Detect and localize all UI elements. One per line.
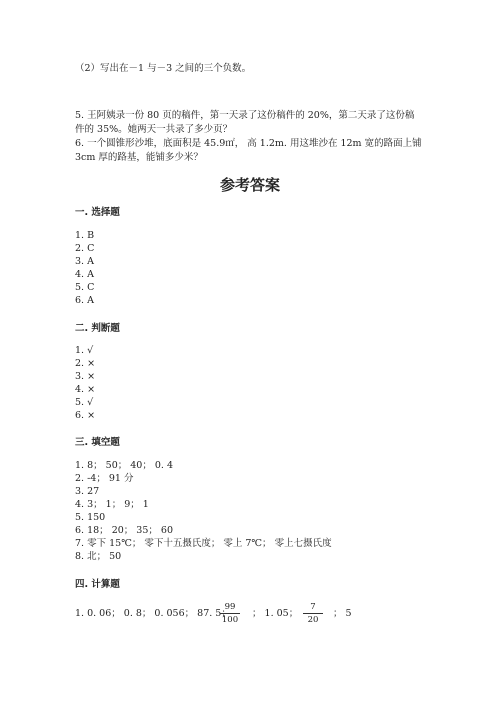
calc-answer-suffix: ； 5: [333, 608, 352, 619]
answer-item: 7. 零下 15℃； 零下十五摄氏度； 零上 7℃； 零上七摄氏度: [75, 538, 332, 549]
section-heading-judge: 二. 判断题: [75, 323, 120, 334]
answer-item: 4. A: [75, 269, 94, 280]
question-part-2: （2）写出在－1 与－3 之间的三个负数。: [75, 63, 252, 74]
answer-item: 1. 8； 50； 40； 0. 4: [75, 460, 173, 471]
answer-item: 3. 27: [75, 486, 100, 497]
question-6-line-1: 6. 一个圆锥形沙堆，底面积是 45.9㎡， 高 1.2m. 用这堆沙在 12m 宽的路面上铺: [75, 138, 422, 149]
fraction-bar: [220, 613, 240, 614]
answer-item: 1. B: [75, 230, 95, 241]
answer-item: 5. C: [75, 282, 95, 293]
section-heading-fill: 三. 填空题: [75, 437, 120, 448]
fraction-denominator: 20: [307, 615, 319, 625]
answer-item: 2. ×: [75, 358, 96, 369]
fraction-7-20: [301, 602, 325, 625]
question-5-line-2: 件的 35%。她两天一共录了多少页？: [75, 124, 233, 135]
answer-item: 4. 3； 1； 9； 1: [75, 499, 149, 510]
fraction-bar: [303, 613, 323, 614]
section-heading-calc: 四. 计算题: [75, 579, 120, 590]
answer-item: 2. C: [75, 243, 95, 254]
answer-item: 5. 150: [75, 512, 106, 523]
fraction-99-100: [218, 602, 242, 625]
answer-item: 3. ×: [75, 371, 96, 382]
answer-item: 8. 北； 50: [75, 551, 122, 562]
answer-item: 1. √: [75, 345, 94, 356]
fraction-denominator: 100: [221, 615, 239, 625]
fraction-numerator: 7: [310, 602, 316, 612]
question-5-line-1: 5. 王阿姨录一份 80 页的稿件，第一天录了这份稿件的 20%，第二天录了这份稿: [75, 110, 415, 121]
fraction-numerator: 99: [224, 602, 236, 612]
answer-item: 5. √: [75, 397, 94, 408]
section-heading-choice: 一. 选择题: [75, 207, 120, 218]
answer-title: 参考答案: [219, 176, 280, 194]
calc-answer-mid: ； 1. 05；: [252, 608, 299, 619]
question-6-line-2: 3cm 厚的路基，能铺多少米？: [75, 152, 203, 163]
answer-item: 3. A: [75, 256, 94, 267]
answer-item: 2. -4； 91 分: [75, 473, 134, 484]
answer-item: 6. A: [75, 295, 94, 306]
answer-item: 4. ×: [75, 384, 96, 395]
calc-answer-prefix: 1. 0. 06； 0. 8； 0. 056； 87. 5；: [75, 608, 231, 619]
answer-item: 6. ×: [75, 410, 96, 421]
answer-item: 6. 18； 20； 35； 60: [75, 525, 173, 536]
